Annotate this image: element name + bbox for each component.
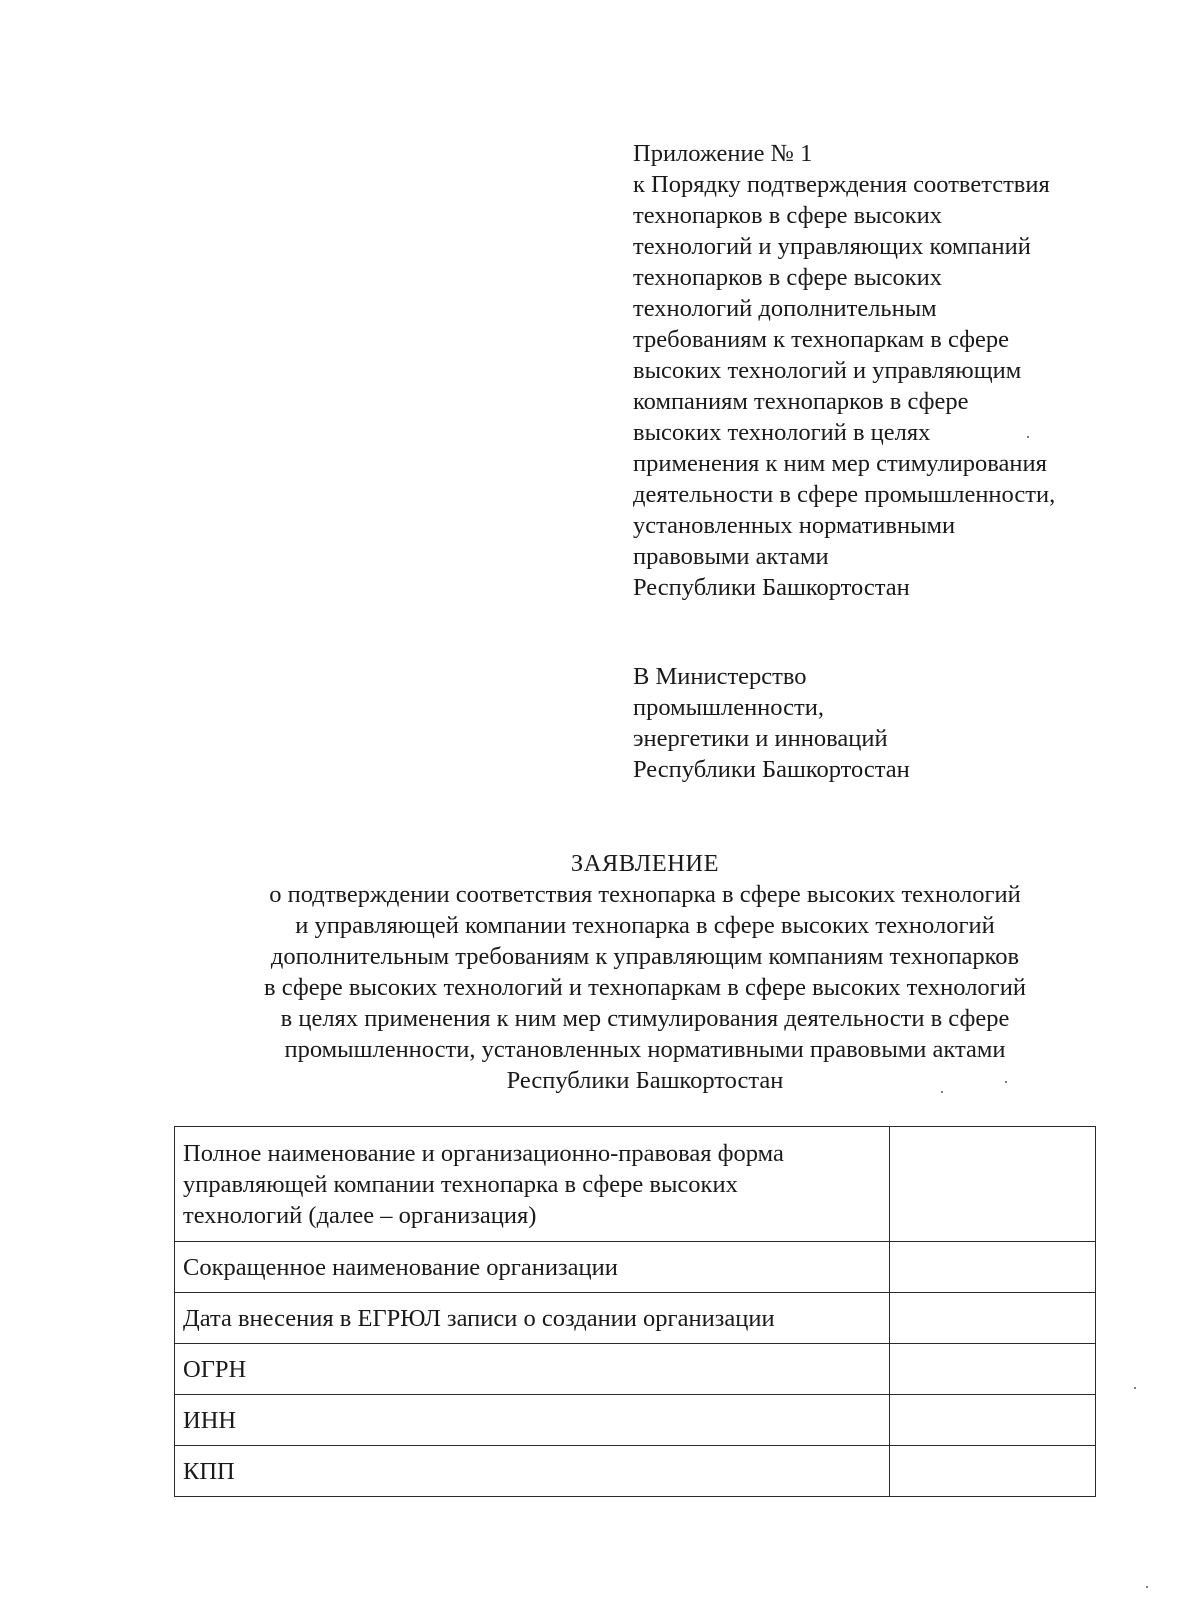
appendix-line: установленных нормативными bbox=[633, 512, 956, 539]
value-cell-full-name[interactable] bbox=[889, 1127, 1095, 1242]
scan-speck bbox=[1027, 436, 1029, 438]
appendix-line: Приложение № 1 bbox=[633, 140, 813, 167]
value-cell-ogrn[interactable] bbox=[889, 1344, 1095, 1395]
table-row bbox=[175, 1293, 1096, 1344]
appendix-line: применения к ним мер стимулирования bbox=[633, 450, 1047, 477]
value-cell-egrul-date[interactable] bbox=[889, 1293, 1095, 1344]
document-title bbox=[150, 848, 1140, 1096]
scan-speck bbox=[1146, 1586, 1148, 1588]
table-row bbox=[175, 1395, 1096, 1446]
addressee-line: В Министерство bbox=[633, 663, 807, 690]
organization-info-table bbox=[174, 1126, 1096, 1497]
value-cell-inn[interactable] bbox=[889, 1395, 1095, 1446]
addressee-line: энергетики и инноваций bbox=[633, 725, 888, 752]
addressee-line: промышленности, bbox=[633, 694, 824, 721]
appendix-line: высоких технологий и управляющим bbox=[633, 357, 1022, 384]
table-row bbox=[175, 1127, 1096, 1242]
title-line: промышленности, установленных нормативными правовыми актами bbox=[284, 1036, 1006, 1063]
appendix-line: технологий и управляющих компаний bbox=[633, 233, 1031, 260]
appendix-line: высоких технологий в целях bbox=[633, 419, 931, 446]
row-label-full-name bbox=[175, 1127, 890, 1242]
row-label-short-name: Сокращенное наименование организации bbox=[175, 1242, 890, 1293]
appendix-line: технологий дополнительным bbox=[633, 295, 937, 322]
appendix-line: технопарков в сфере высоких bbox=[633, 202, 942, 229]
label-line: Полное наименование и организационно-правовая форма bbox=[183, 1139, 784, 1167]
appendix-line: требованиям к технопаркам в сфере bbox=[633, 326, 1009, 353]
scan-speck bbox=[1005, 1081, 1007, 1083]
addressee-block bbox=[633, 661, 1153, 785]
appendix-line: деятельности в сфере промышленности, bbox=[633, 481, 1056, 508]
table-row bbox=[175, 1242, 1096, 1293]
title-line: в сфере высоких технологий и технопаркам в сфере высоких технологий bbox=[264, 974, 1026, 1001]
title-line: и управляющей компании технопарка в сфере высоких технологий bbox=[295, 912, 995, 939]
appendix-line: компаниям технопарков в сфере bbox=[633, 388, 969, 415]
appendix-line: к Порядку подтверждения соответствия bbox=[633, 171, 1050, 198]
appendix-note bbox=[633, 138, 1173, 603]
table-row bbox=[175, 1344, 1096, 1395]
addressee-line: Республики Башкортостан bbox=[633, 756, 910, 783]
appendix-line: технопарков в сфере высоких bbox=[633, 264, 942, 291]
row-label-inn: ИНН bbox=[175, 1395, 890, 1446]
row-label-kpp: КПП bbox=[175, 1446, 890, 1497]
scan-speck bbox=[941, 1091, 943, 1093]
title-line: Республики Башкортостан bbox=[506, 1067, 784, 1094]
title-line: в целях применения к ним мер стимулирования деятельности в сфере bbox=[280, 1005, 1010, 1032]
table-row bbox=[175, 1446, 1096, 1497]
appendix-line: Республики Башкортостан bbox=[633, 574, 910, 601]
row-label-egrul-date: Дата внесения в ЕГРЮЛ записи о создании организации bbox=[175, 1293, 890, 1344]
row-label-ogrn: ОГРН bbox=[175, 1344, 890, 1395]
appendix-line: правовыми актами bbox=[633, 543, 829, 570]
scan-speck bbox=[1134, 1387, 1136, 1389]
label-line: управляющей компании технопарка в сфере высоких bbox=[183, 1170, 738, 1198]
value-cell-kpp[interactable] bbox=[889, 1446, 1095, 1497]
title-heading: ЗАЯВЛЕНИЕ bbox=[570, 850, 720, 877]
label-line: технологий (далее – организация) bbox=[183, 1201, 537, 1229]
value-cell-short-name[interactable] bbox=[889, 1242, 1095, 1293]
title-line: дополнительным требованиям к управляющим компаниям технопарков bbox=[270, 943, 1020, 970]
title-line: о подтверждении соответствия технопарка в сфере высоких технологий bbox=[269, 881, 1021, 908]
